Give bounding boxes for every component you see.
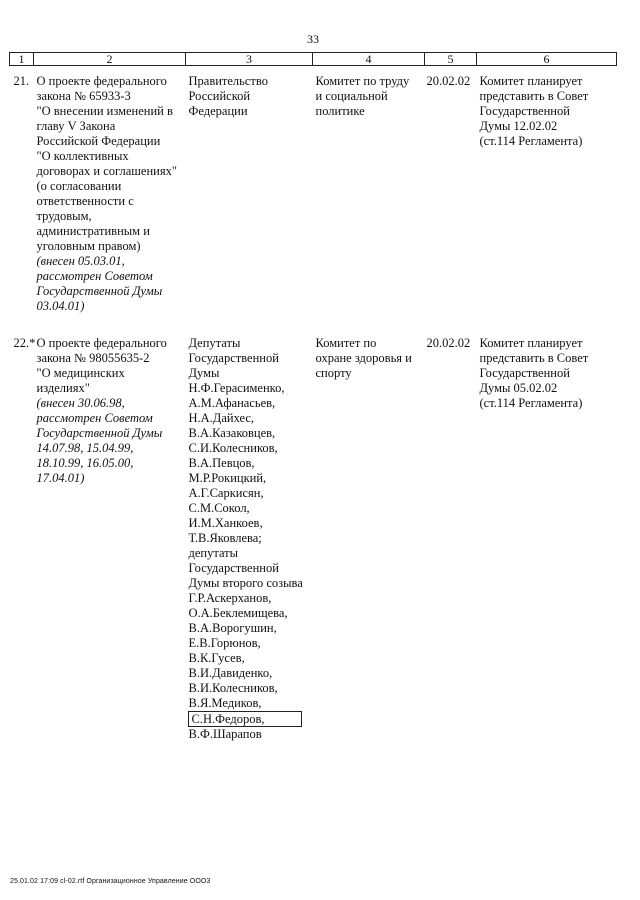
committee-line: Комитет по труду bbox=[315, 74, 410, 88]
column-number: 2 bbox=[34, 53, 186, 66]
committee-line: политике bbox=[315, 104, 365, 118]
initiator-name: В.И.Колесников, bbox=[188, 681, 278, 695]
note-line: Комитет планирует bbox=[479, 74, 583, 88]
highlighted-name: С.Н.Федоров, bbox=[188, 711, 302, 727]
initiator-name: В.Ф.Шарапов bbox=[188, 727, 262, 741]
description-line: (внесен 30.06.98, bbox=[36, 396, 125, 410]
initiator-name: В.Я.Медиков, bbox=[188, 696, 262, 710]
initiator-line bbox=[189, 727, 310, 742]
description-line: "О внесении изменений в bbox=[36, 104, 173, 118]
note bbox=[477, 328, 617, 742]
initiator-line bbox=[189, 606, 310, 621]
description-line: 03.04.01) bbox=[36, 299, 85, 313]
note-line: Думы 12.02.02 bbox=[479, 119, 558, 133]
initiator-name: депутаты bbox=[188, 546, 239, 560]
note-line: Комитет планирует bbox=[479, 336, 583, 350]
bills-table bbox=[9, 52, 617, 742]
note-line: (ст.114 Регламента) bbox=[479, 396, 583, 410]
row-number: 21. bbox=[13, 74, 30, 88]
table-body bbox=[10, 66, 617, 743]
date: 20.02.02 bbox=[426, 336, 471, 350]
initiator-line bbox=[189, 471, 310, 486]
committee-line: Комитет по bbox=[315, 336, 377, 350]
initiator-name: А.Г.Саркисян, bbox=[188, 486, 264, 500]
committee-line: охране здоровья и bbox=[315, 351, 412, 365]
description-line: 14.07.98, 15.04.99, bbox=[36, 441, 134, 455]
description-line: ответственности с bbox=[36, 194, 134, 208]
initiator-name: В.А.Певцов, bbox=[188, 456, 255, 470]
description-line: Государственной Думы bbox=[36, 284, 163, 298]
initiator-name: Думы второго созыва bbox=[188, 576, 303, 590]
initiator-line bbox=[189, 456, 310, 471]
footer-print-info: 25.01.02 17:09 cl-02.rtf Организационное Управление ООО3 bbox=[10, 878, 211, 885]
column-number: 6 bbox=[477, 53, 617, 66]
description-line: "О коллективных bbox=[36, 149, 129, 163]
initiator-line bbox=[189, 104, 310, 119]
initiator-name: Государственной bbox=[188, 351, 279, 365]
initiator-line bbox=[189, 89, 310, 104]
initiator-name: С.М.Сокол, bbox=[188, 501, 250, 515]
initiator-line bbox=[189, 396, 310, 411]
note-line: (ст.114 Регламента) bbox=[479, 134, 583, 148]
description-line: О проекте федерального bbox=[36, 74, 167, 88]
initiator-line bbox=[189, 501, 310, 516]
initiator-name: Федерации bbox=[188, 104, 248, 118]
note bbox=[477, 66, 617, 315]
bill-description bbox=[34, 66, 186, 315]
initiator-line bbox=[189, 516, 310, 531]
description-line: рассмотрен Советом bbox=[36, 269, 153, 283]
description-line: 18.10.99, 16.05.00, bbox=[36, 456, 134, 470]
initiator-name: В.А.Ворогушин, bbox=[188, 621, 277, 635]
initiator-line bbox=[189, 74, 310, 89]
table-row bbox=[10, 66, 617, 315]
note-line: Государственной bbox=[479, 366, 570, 380]
date: 20.02.02 bbox=[426, 74, 471, 88]
initiator-line bbox=[189, 546, 310, 561]
initiator-line bbox=[189, 531, 310, 546]
column-number: 4 bbox=[313, 53, 425, 66]
description-line: административным и bbox=[36, 224, 150, 238]
initiator-name: Думы bbox=[188, 366, 220, 380]
column-number-row bbox=[10, 53, 617, 66]
description-line: Российской Федерации bbox=[36, 134, 161, 148]
description-line: (внесен 05.03.01, bbox=[36, 254, 125, 268]
initiator-name: В.К.Гусев, bbox=[188, 651, 245, 665]
initiator-line bbox=[189, 666, 310, 681]
initiator-name: М.Р.Рокицкий, bbox=[188, 471, 267, 485]
description-line: изделиях" bbox=[36, 381, 90, 395]
description-line: договорах и соглашениях" bbox=[36, 164, 177, 178]
bill-initiator bbox=[186, 66, 313, 315]
initiator-line bbox=[189, 441, 310, 456]
description-line: уголовным правом) bbox=[36, 239, 141, 253]
responsible-committee bbox=[313, 66, 425, 315]
initiator-name: Правительство bbox=[188, 74, 268, 88]
initiator-name: Н.А.Дайхес, bbox=[188, 411, 255, 425]
column-number: 1 bbox=[10, 53, 34, 66]
description-line: главу V Закона bbox=[36, 119, 116, 133]
initiator-name: Т.В.Яковлева; bbox=[188, 531, 262, 545]
initiator-name: О.А.Беклемищева, bbox=[188, 606, 288, 620]
committee-line: и социальной bbox=[315, 89, 388, 103]
note-line: представить в Совет bbox=[479, 89, 589, 103]
initiator-line bbox=[189, 381, 310, 396]
initiator-name: В.А.Казаковцев, bbox=[188, 426, 276, 440]
initiator-name: Н.Ф.Герасименко, bbox=[188, 381, 285, 395]
column-number: 3 bbox=[186, 53, 313, 66]
description-line: "О медицинских bbox=[36, 366, 125, 380]
initiator-line bbox=[189, 651, 310, 666]
initiator-line bbox=[189, 681, 310, 696]
description-line: рассмотрен Советом bbox=[36, 411, 153, 425]
note-line: представить в Совет bbox=[479, 351, 589, 365]
initiator-line bbox=[189, 621, 310, 636]
responsible-committee bbox=[313, 328, 425, 742]
initiator-name: А.М.Афанасьев, bbox=[188, 396, 276, 410]
page-number: 33 bbox=[307, 32, 319, 46]
description-line: 17.04.01) bbox=[36, 471, 85, 485]
initiator-name: В.И.Давиденко, bbox=[188, 666, 273, 680]
description-line: О проекте федерального bbox=[36, 336, 167, 350]
initiator-name: Российской bbox=[188, 89, 251, 103]
initiator-name: Государственной bbox=[188, 561, 279, 575]
description-line: Государственной Думы bbox=[36, 426, 163, 440]
description-line: закона № 65933-3 bbox=[36, 89, 131, 103]
initiator-name: Депутаты bbox=[188, 336, 241, 350]
row-number: 22.* bbox=[13, 336, 36, 350]
description-line: трудовым, bbox=[36, 209, 92, 223]
committee-line: спорту bbox=[315, 366, 352, 380]
initiator-name: Е.В.Горюнов, bbox=[188, 636, 261, 650]
initiator-name: И.М.Ханкоев, bbox=[188, 516, 263, 530]
description-line: закона № 98055635-2 bbox=[36, 351, 150, 365]
initiator-line bbox=[189, 636, 310, 651]
initiator-line bbox=[189, 336, 310, 351]
table-row bbox=[10, 328, 617, 742]
initiator-line bbox=[189, 426, 310, 441]
initiator-name: С.И.Колесников, bbox=[188, 441, 278, 455]
column-number: 5 bbox=[425, 53, 477, 66]
bill-description bbox=[34, 328, 186, 742]
initiator-line bbox=[189, 696, 310, 711]
initiator-line bbox=[189, 576, 310, 591]
initiator-line bbox=[189, 591, 310, 606]
initiator-name: Г.Р.Аскерханов, bbox=[188, 591, 272, 605]
initiator-line bbox=[189, 351, 310, 366]
initiator-line bbox=[189, 411, 310, 426]
initiator-line bbox=[189, 561, 310, 576]
bill-initiator bbox=[186, 328, 313, 742]
description-line: (о согласовании bbox=[36, 179, 122, 193]
note-line: Думы 05.02.02 bbox=[479, 381, 558, 395]
row-spacer bbox=[10, 314, 617, 328]
note-line: Государственной bbox=[479, 104, 570, 118]
initiator-line bbox=[189, 486, 310, 501]
initiator-line bbox=[189, 711, 310, 727]
initiator-line bbox=[189, 366, 310, 381]
